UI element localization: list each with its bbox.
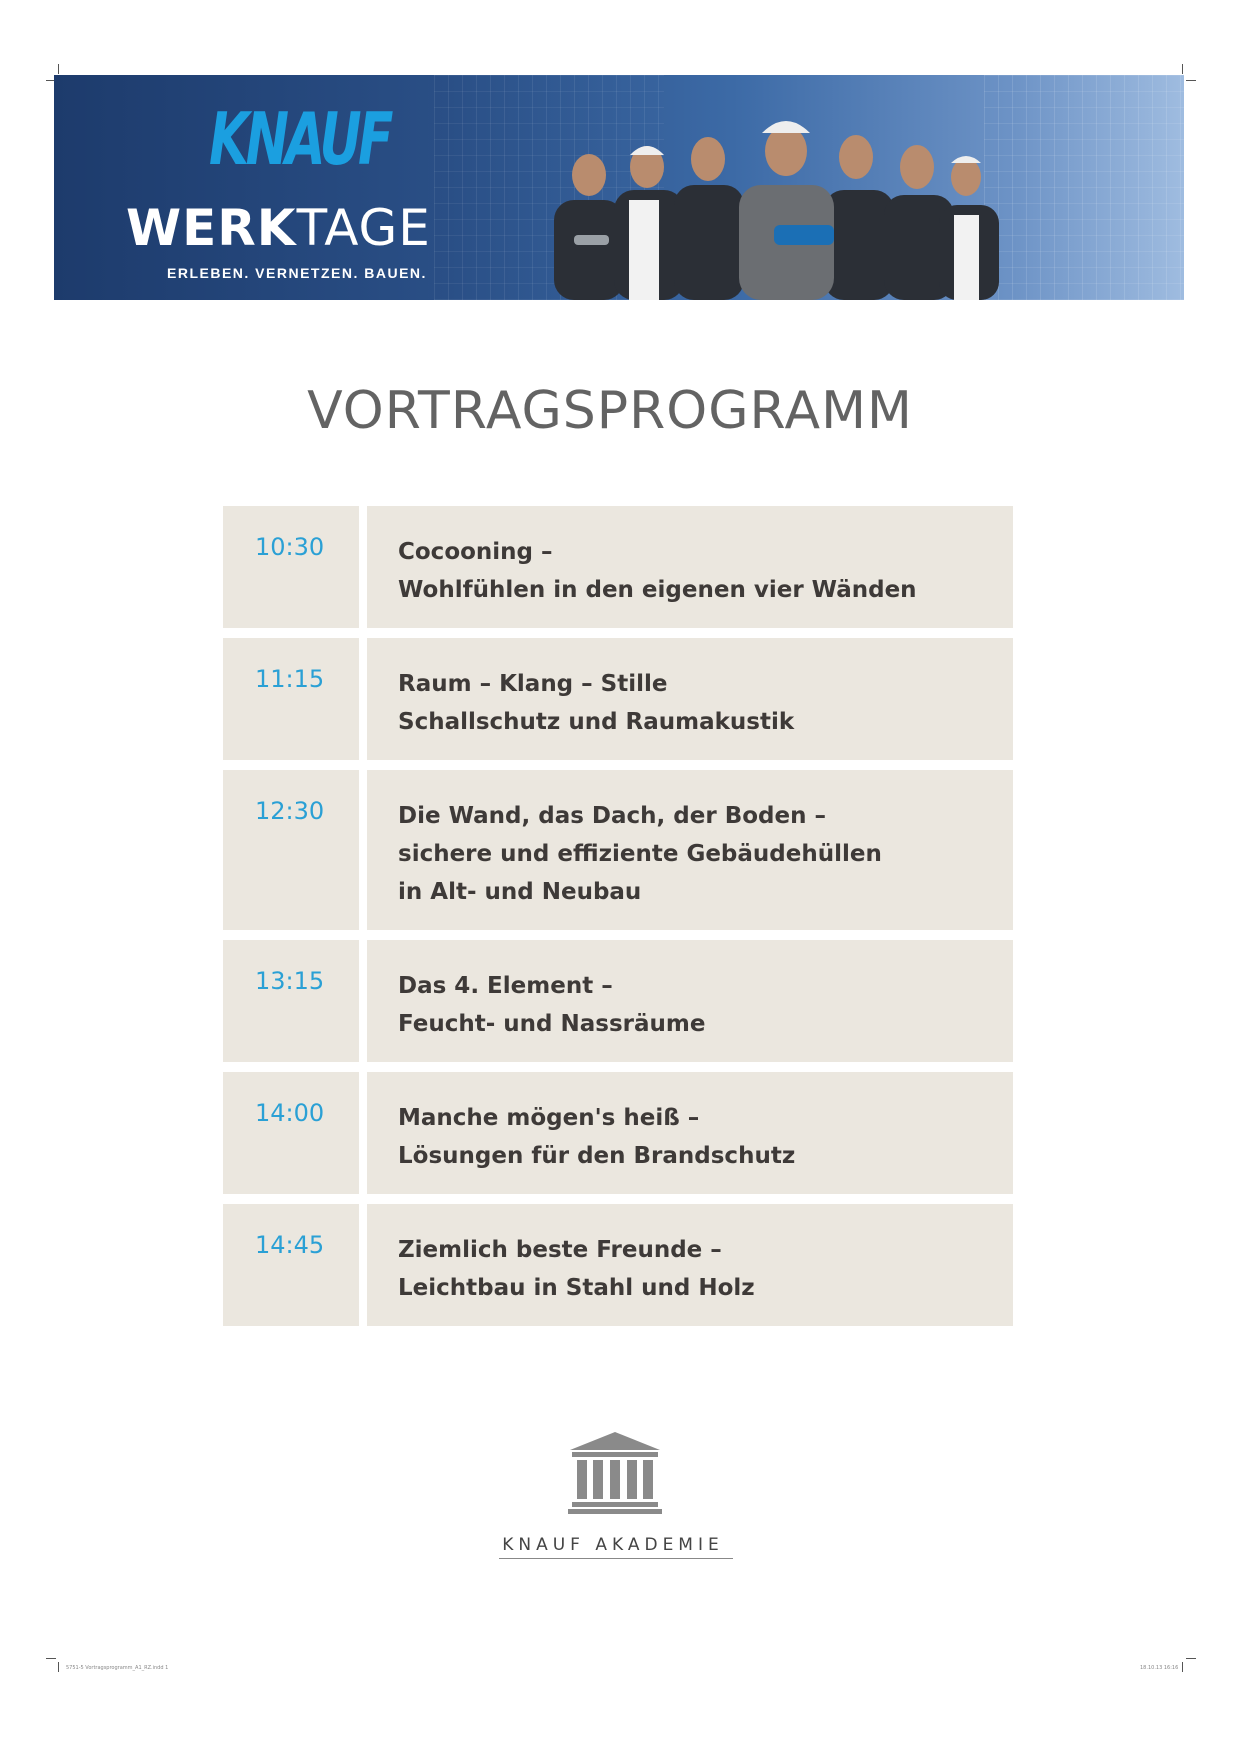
schedule-row	[223, 770, 1013, 930]
schedule-time: 14:45	[223, 1204, 359, 1326]
crop-mark-br-v	[1182, 1662, 1183, 1672]
print-slug-right: 18.10.13 16:16	[1140, 1665, 1179, 1671]
crop-mark-tr-h	[1186, 80, 1196, 81]
schedule-talk-title	[367, 770, 1013, 930]
print-slug-left: 5751-5 Vortragsprogramm_A1_RZ.indd 1	[66, 1665, 169, 1671]
schedule-row	[223, 638, 1013, 760]
schedule-row	[223, 1072, 1013, 1194]
akademie-underline	[499, 1558, 733, 1559]
building-columns-icon	[568, 1432, 662, 1514]
schedule-talk-title	[367, 1204, 1013, 1326]
werktage-title-bold: WERK	[126, 199, 297, 257]
talk-title-line: Wohlfühlen in den eigenen vier Wänden	[398, 577, 917, 603]
crop-mark-tr-v	[1182, 64, 1183, 74]
crop-mark-bl-v	[58, 1662, 59, 1672]
schedule-time: 10:30	[223, 506, 359, 628]
schedule-row	[223, 506, 1013, 628]
schedule-time: 11:15	[223, 638, 359, 760]
schedule-row	[223, 1204, 1013, 1326]
talk-title-line: Raum – Klang – Stille	[398, 671, 668, 697]
header-banner	[54, 75, 1184, 300]
workers-group-illustration	[534, 105, 1034, 300]
talk-title-line: Die Wand, das Dach, der Boden –	[398, 803, 826, 829]
talk-title-line: Ziemlich beste Freunde –	[398, 1237, 722, 1263]
talk-title-line: Lösungen für den Brandschutz	[398, 1143, 796, 1169]
banner-tagline: ERLEBEN. VERNETZEN. BAUEN.	[167, 265, 427, 281]
talk-title-line: Manche mögen's heiß –	[398, 1105, 700, 1131]
talk-title-line: Leichtbau in Stahl und Holz	[398, 1275, 755, 1301]
schedule-time: 13:15	[223, 940, 359, 1062]
schedule-talk-title	[367, 1072, 1013, 1194]
knauf-akademie-label: KNAUF AKADEMIE	[502, 1535, 724, 1555]
talk-title-line: Schallschutz und Raumakustik	[398, 709, 795, 735]
page-title: VORTRAGSPROGRAMM	[307, 381, 913, 441]
talk-title-line: Das 4. Element –	[398, 973, 613, 999]
schedule-talk-title	[367, 506, 1013, 628]
werktage-title-regular: TAGE	[296, 199, 431, 257]
talk-title-line: Cocooning –	[398, 539, 553, 565]
schedule-table	[223, 506, 1013, 1336]
crop-mark-br-h	[1186, 1658, 1196, 1659]
schedule-time: 14:00	[223, 1072, 359, 1194]
werktage-title	[126, 199, 431, 257]
schedule-row	[223, 940, 1013, 1062]
talk-title-line: Feucht- und Nassräume	[398, 1011, 706, 1037]
schedule-talk-title	[367, 940, 1013, 1062]
schedule-talk-title	[367, 638, 1013, 760]
knauf-logo: KNAUF	[209, 97, 390, 181]
crop-mark-tl-v	[58, 64, 59, 74]
schedule-time: 12:30	[223, 770, 359, 930]
talk-title-line: in Alt- und Neubau	[398, 879, 642, 905]
crop-mark-bl-h	[46, 1658, 56, 1659]
talk-title-line: sichere und effiziente Gebäudehüllen	[398, 841, 882, 867]
